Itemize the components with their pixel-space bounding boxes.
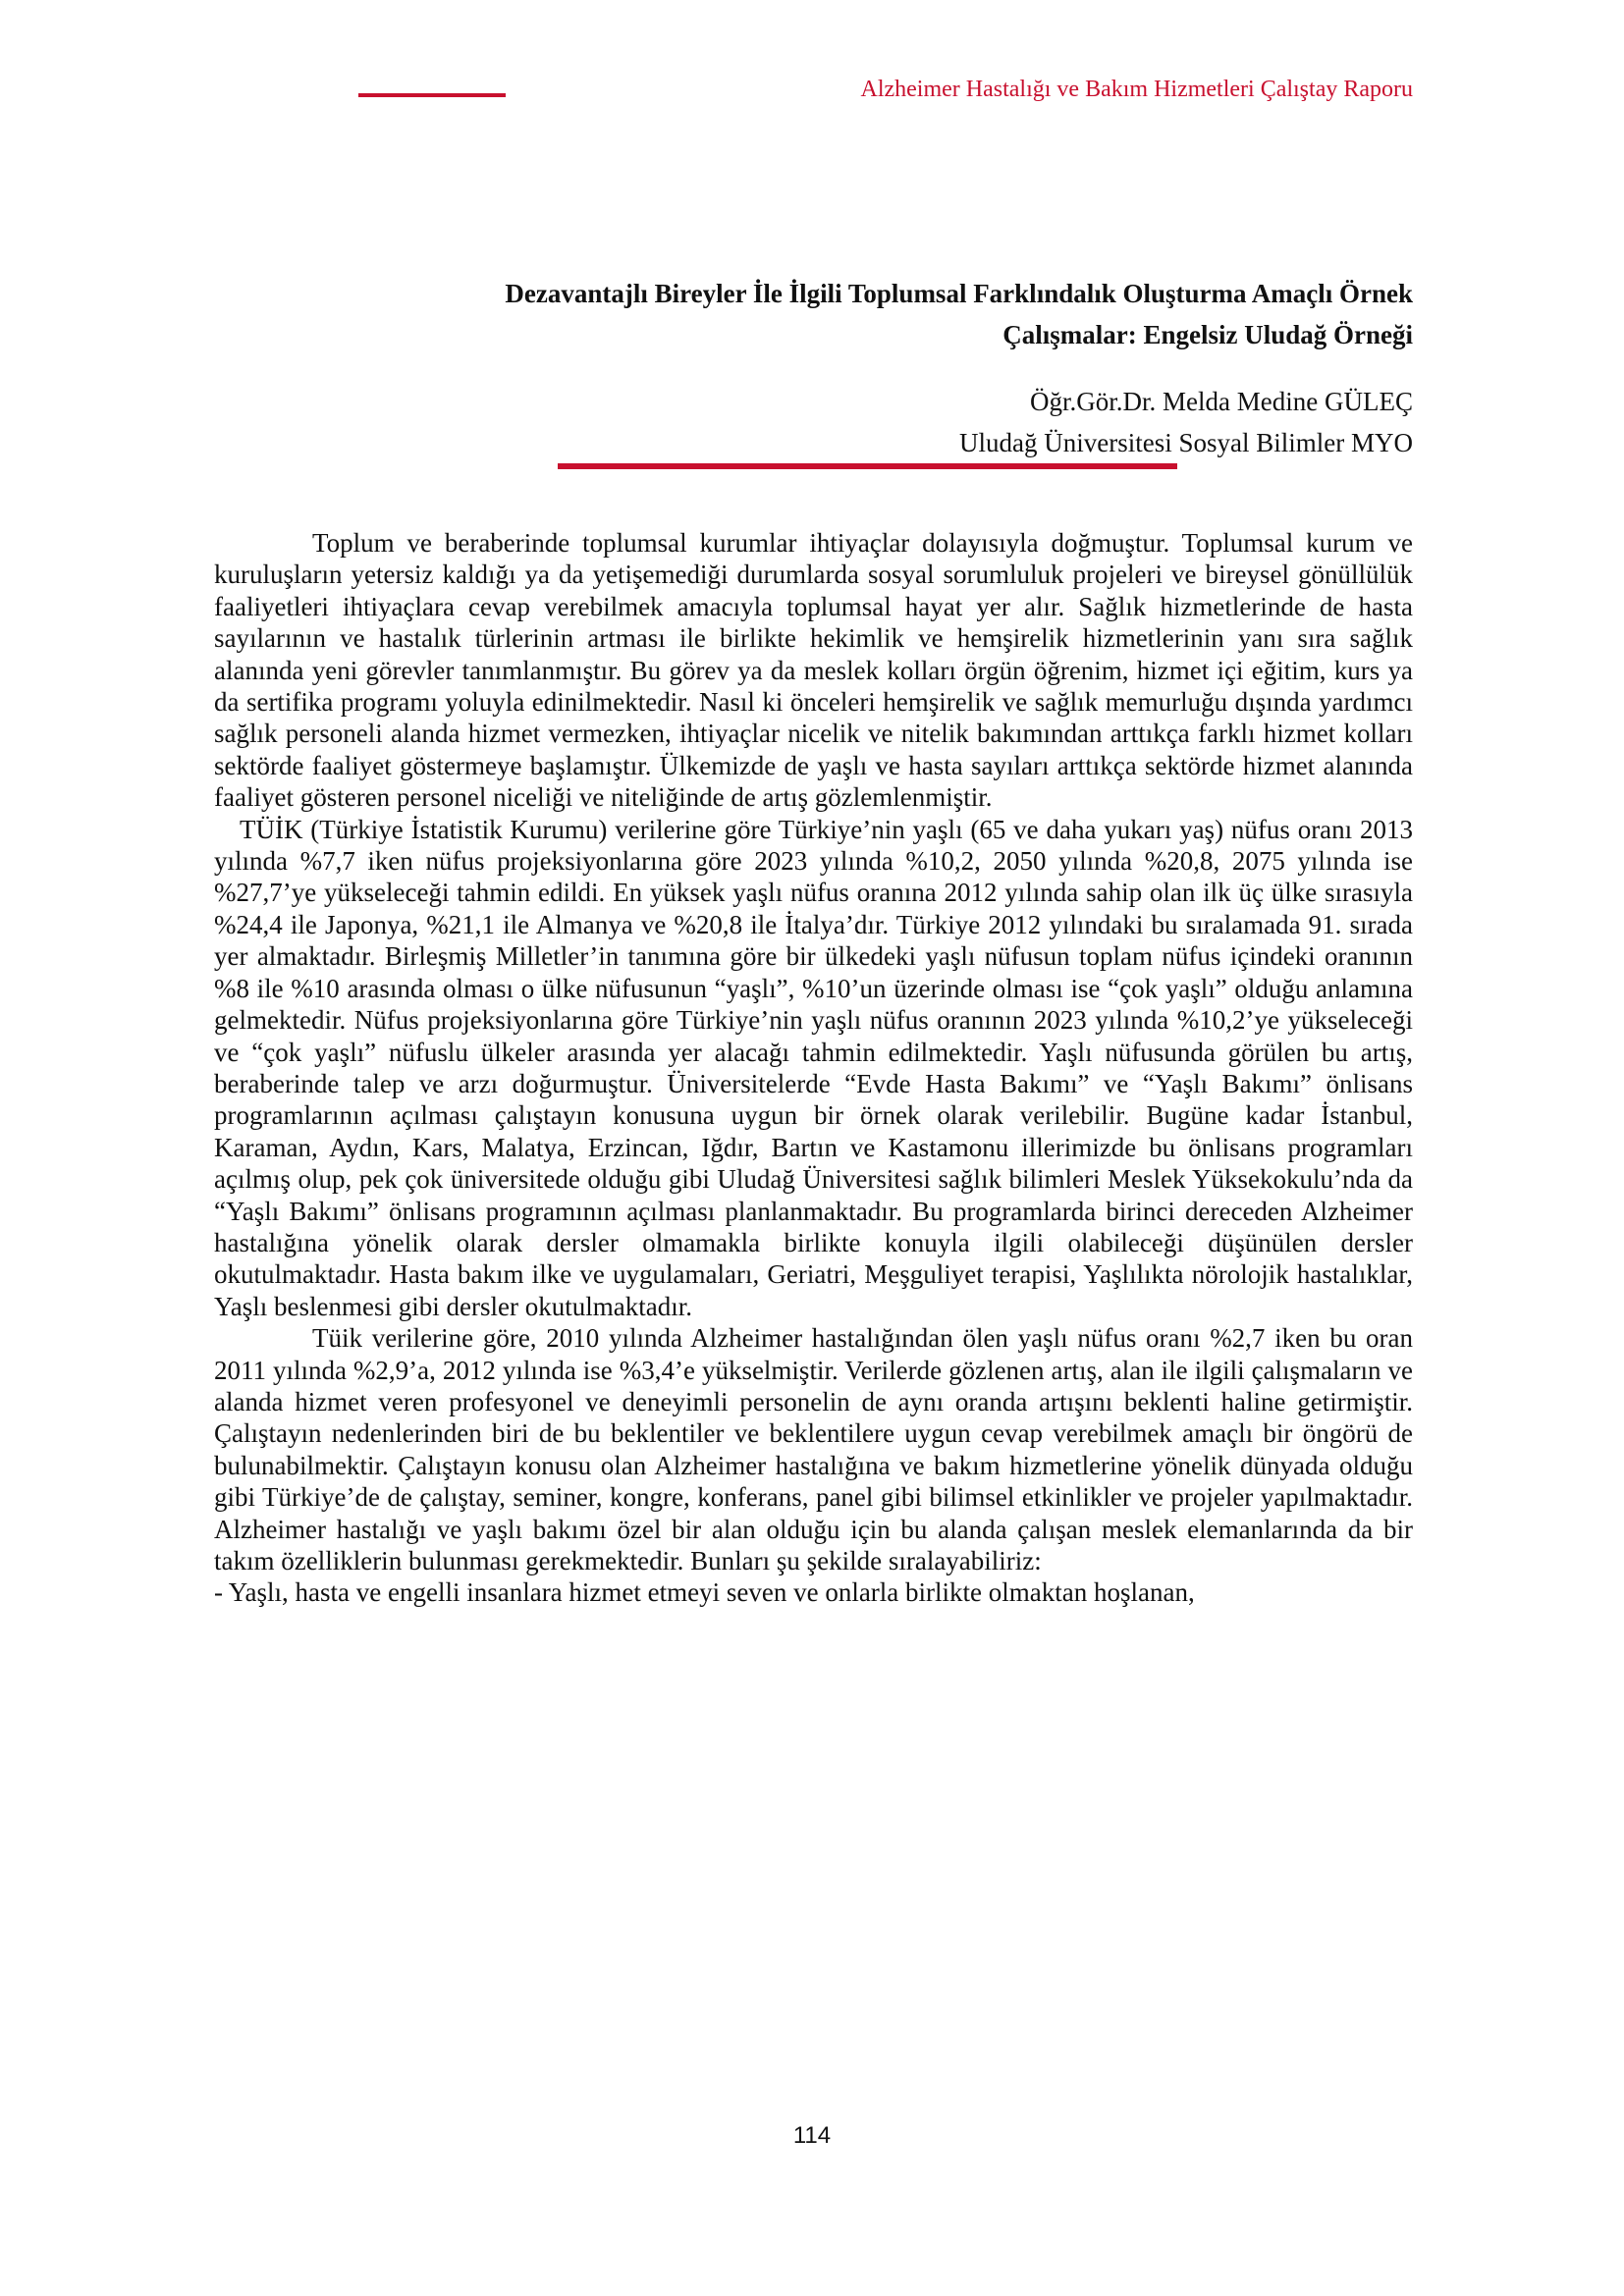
author-name: Öğr.Gör.Dr. Melda Medine GÜLEÇ: [1030, 387, 1413, 416]
header-accent-rule: [358, 93, 506, 97]
article-title-line-2: Çalışmalar: Engelsiz Uludağ Örneği: [1002, 320, 1413, 349]
author-block: [589, 381, 1413, 463]
author-accent-rule: [558, 463, 1177, 469]
author-affiliation: Uludağ Üniversitesi Sosyal Bilimler MYO: [959, 428, 1413, 457]
running-header-title: Alzheimer Hastalığı ve Bakım Hizmetleri Çalıştay Raporu: [860, 77, 1413, 102]
body-paragraph-3: Tüik verilerine göre, 2010 yılında Alzheimer hastalığından ölen yaşlı nüfus oranı %2,7 iken bu oran 2011 yılında %2,9’a, 2012 yılında ise %3,4’e yükselmiştir. Verilerde gözlenen artış, alan ile ilgili çalışmaların ve alanda hizmet veren profesyonel ve deneyimli personelin de aynı oranda artışını beklenti haline getirmiştir. Çalıştayın nedenlerinden biri de bu beklentiler ve beklentilere uygun cevap verebilmek amaçlı bir öngörü de bulunabilmektir. Çalıştayın konusu olan Alzheimer hastalığına ve bakım hizmetlerine yönelik dünyada olduğu gibi Türkiye’de de çalıştay, seminer, kongre, konferans, panel gibi bilimsel etkinlikler ve projeler yapılmaktadır. Alzheimer hastalığı ve yaşlı bakımı özel bir alan olduğu için bu alanda çalışan meslek elemanlarında da bir takım özelliklerin bulunması gerekmektedir. Bunları şu şekilde sıralayabiliriz:: [214, 1323, 1413, 1575]
body-list-item-1: - Yaşlı, hasta ve engelli insanlara hizmet etmeyi seven ve onlarla birlikte olmaktan hoşlanan,: [214, 1577, 1195, 1608]
page-number: 114: [792, 2122, 832, 2149]
body-paragraph-1: Toplum ve beraberinde toplumsal kurumlar ihtiyaçlar dolayısıyla doğmuştur. Toplumsal kurum ve kuruluşların yetersiz kaldığı ya da yetişemediği durumlarda sosyal sorumluluk projeleri ve bireysel gönüllülük faaliyetleri ihtiyaçlara cevap verebilmek amacıyla toplumsal hayat yer alır. Sağlık hizmetlerinde de hasta sayılarının ve hastalık türlerinin artması ile birlikte hekimlik ve hemşirelik hizmetlerinin yanı sıra sağlık alanında yeni görevler tanımlanmıştır. Bu görev ya da meslek kolları örgün öğrenim, hizmet içi eğitim, kurs ya da sertifika programı yoluyla edinilmektedir. Nasıl ki önceleri hemşirelik ve sağlık memurluğu dışında yardımcı sağlık personeli alanda hizmet vermezken, ihtiyaçlar nicelik ve nitelik bakımından arttıkça farklı hizmet kolları sektörde faaliyet göstermeye başlamıştır. Ülkemizde de yaşlı ve hasta sayıları arttıkça sektörde hizmet alanında faaliyet gösteren personel niceliği ve niteliğinde de artış gözlemlenmiştir.: [214, 528, 1413, 813]
article-body: [214, 527, 1413, 1609]
body-paragraph-2: TÜİK (Türkiye İstatistik Kurumu) verilerine göre Türkiye’nin yaşlı (65 ve daha yukarı yaş) nüfus oranı 2013 yılında %7,7 iken nüfus projeksiyonlarına göre 2023 yılında %10,2, 2050 yılında %20,8, 2075 yılında ise %27,7’ye yükseleceği tahmin edildi. En yüksek yaşlı nüfus oranına 2012 yılında sahip olan ilk üç ülke sırasıyla %24,4 ile Japonya, %21,1 ile Almanya ve %20,8 ile İtalya’dır. Türkiye 2012 yılındaki bu sıralamada 91. sırada yer almaktadır. Birleşmiş Milletler’in tanımına göre bir ülkedeki yaşlı nüfusun toplam nüfus içindeki oranının %8 ile %10 arasında olması o ülke nüfusunun “yaşlı”, %10’un üzerinde olması ise “çok yaşlı” olduğu anlamına gelmektedir. Nüfus projeksiyonlarına göre Türkiye’nin yaşlı nüfus oranının 2023 yılında %10,2’ye yükseleceği ve “çok yaşlı” nüfuslu ülkeler arasında yer alacağı tahmin edilmektedir. Yaşlı nüfusunda görülen bu artış, beraberinde talep ve arzı doğurmuştur. Üniversitelerde “Evde Hasta Bakımı” ve “Yaşlı Bakımı” önlisans programlarının açılması çalıştayın konusuna uygun bir örnek olarak verilebilir. Bugüne kadar İstanbul, Karaman, Aydın, Kars, Malatya, Erzincan, Iğdır, Bartın ve Kastamonu illerimizde bu önlisans programları açılmış olup, pek çok üniversitede olduğu gibi Uludağ Üniversitesi sağlık bilimleri Meslek Yüksekokulu’nda da “Yaşlı Bakımı” önlisans programının açılması planlanmaktadır. Bu programlarda birinci dereceden Alzheimer hastalığına yönelik olarak dersler olmamakla birlikte konuyla ilgili olabileceği düşünülen dersler okutulmaktadır. Hasta bakım ilke ve uygulamaları, Geriatri, Meşguliyet terapisi, Yaşlılıkta nörolojik hastalıklar, Yaşlı beslenmesi gibi dersler okutulmaktadır.: [214, 814, 1413, 1321]
article-title-line-1: Dezavantajlı Bireyler İle İlgili Toplumsal Farklındalık Oluşturma Amaçlı Örnek: [505, 279, 1413, 308]
article-title: [295, 273, 1413, 355]
